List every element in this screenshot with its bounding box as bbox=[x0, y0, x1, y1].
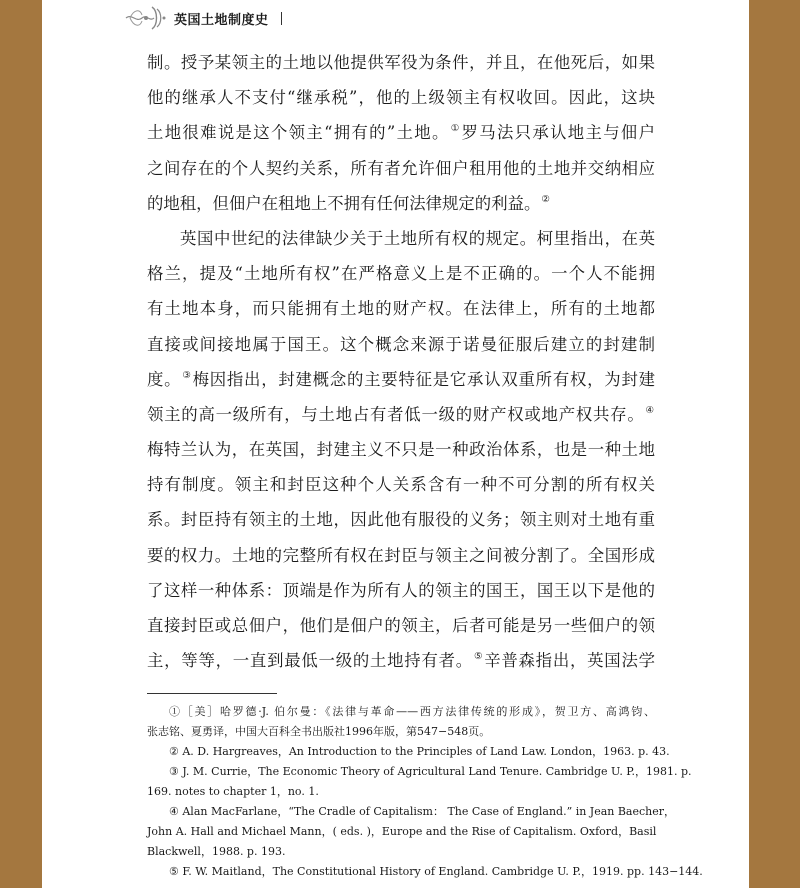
text-line: 直接或间接地属于国王。这个概念来源于诺曼征服后建立的封建制 bbox=[147, 334, 655, 354]
text-line: 格兰，提及“土地所有权”在严格意义上是不正确的。一个人不能拥 bbox=[147, 264, 655, 284]
text-line: 直接封臣或总佃户，他们是佃户的领主，后者可能是另一些佃户的领 bbox=[147, 616, 655, 635]
main-text bbox=[147, 45, 655, 678]
book-page bbox=[42, 0, 749, 888]
text-segment: 领主的高一级所有，与土地占有者低一级的财产权或地产权共存。 bbox=[147, 404, 645, 424]
footnote-line: ①［美］哈罗德·J. 伯尔曼：《法律与革命——西方法律传统的形成》，贺卫方、高鸿钧、 bbox=[169, 705, 655, 718]
text-segment: 罗马法只承认地主与佃户 bbox=[461, 123, 656, 143]
footnote-line: ⑤ F. W. Maitland，The Constitutional History of England. Cambridge U. P.，1919. pp. 143−144. bbox=[169, 865, 703, 878]
footnote-line: ② A. D. Hargreaves，An Introduction to the Principles of Land Law. London，1963. p. 43. bbox=[169, 745, 670, 758]
running-header bbox=[124, 4, 282, 32]
header-divider bbox=[281, 12, 282, 25]
text-line: 制。授予某领主的土地以他提供军役为条件，并且，在他死后，如果 bbox=[147, 53, 655, 72]
footnote-marker[interactable]: ① bbox=[450, 123, 461, 135]
footnote-line: ④ Alan MacFarlane，“The Cradle of Capitalism： The Case of England.” in Jean Baecher， bbox=[169, 805, 676, 818]
footnote-line: Blackwell，1988. p. 193. bbox=[147, 845, 286, 858]
footnote-line: John A. Hall and Michael Mann，( eds. )，Europe and the Rise of Capitalism. Oxford，Basil bbox=[147, 825, 657, 838]
footnote-marker[interactable]: ② bbox=[541, 193, 550, 205]
text-segment: 梅因指出，封建概念的主要特征是它承认双重所有权，为封建 bbox=[192, 369, 655, 389]
text-segment: 的地租，但佃户在租地上不拥有任何法律规定的利益。 bbox=[147, 193, 541, 213]
decorative-flourish-icon bbox=[124, 3, 168, 33]
footnotes bbox=[147, 702, 703, 882]
text-segment: 土地很难说是这个领主“拥有的”土地。 bbox=[147, 123, 450, 143]
text-line: 英国中世纪的法律缺少关于土地所有权的规定。柯里指出，在英 bbox=[180, 228, 655, 248]
text-line: 他的继承人不支付“继承税”，他的上级领主有权收回。因此，这块 bbox=[147, 88, 655, 108]
text-line: 系。封臣持有领主的土地，因此他有服役的义务；领主则对土地有重 bbox=[147, 510, 655, 530]
text-line bbox=[147, 643, 655, 678]
text-line bbox=[147, 115, 655, 150]
text-line: 持有制度。领主和封臣这种个人关系含有一种不可分割的所有权关 bbox=[147, 475, 655, 495]
footnote-marker[interactable]: ④ bbox=[645, 404, 654, 416]
text-line: 有土地本身，而只能拥有土地的财产权。在法律上，所有的土地都 bbox=[147, 299, 655, 319]
footnote-line: 169. notes to chapter 1，no. 1. bbox=[147, 785, 319, 798]
text-line: 了这样一种体系：顶端是作为所有人的领主的国王，国王以下是他的 bbox=[147, 580, 655, 600]
text-line: 之间存在的个人契约关系，所有者允许佃户租用他的土地并交纳相应 bbox=[147, 158, 655, 178]
footnote-line: 张志铭、夏勇译，中国大百科全书出版社1996年版，第547−548页。 bbox=[147, 725, 491, 738]
text-segment: 主，等等，一直到最低一级的土地持有者。 bbox=[147, 651, 473, 671]
text-line bbox=[147, 362, 655, 397]
text-line bbox=[147, 397, 655, 432]
text-segment: 辛普森指出，英国法学 bbox=[484, 651, 655, 671]
footnote-marker[interactable]: ③ bbox=[182, 369, 192, 381]
footnote-line: ③ J. M. Currie，The Economic Theory of Agricultural Land Tenure. Cambridge U. P.，1981. p. bbox=[169, 765, 692, 778]
footnote-marker[interactable]: ⑤ bbox=[473, 651, 484, 663]
text-segment: 度。 bbox=[147, 369, 182, 389]
text-line bbox=[147, 186, 655, 221]
footnote-divider bbox=[147, 693, 277, 694]
text-line: 要的权力。土地的完整所有权在封臣与领主之间被分割了。全国形成 bbox=[147, 545, 655, 565]
text-line: 梅特兰认为，在英国，封建主义不只是一种政治体系，也是一种土地 bbox=[147, 440, 655, 460]
book-title: 英国土地制度史 bbox=[174, 12, 269, 28]
